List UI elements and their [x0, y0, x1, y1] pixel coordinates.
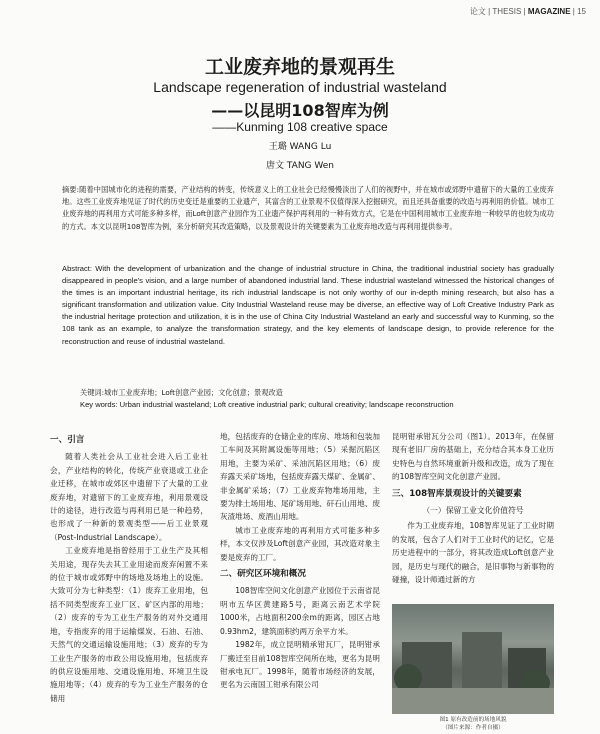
author-wang: 王璐 WANG Lu — [268, 142, 332, 152]
caption-line-1: 图1 原有改造前的场地风貌 — [439, 717, 507, 723]
keywords-chinese: 关键词:城市工业废弃地；Loft创意产业园；文化创意；景观改造 — [80, 388, 283, 397]
header-magazine: MAGAZINE — [527, 7, 571, 16]
paragraph: 昆明钳承钳瓦分公司（图1）。2013年，在保留现有老旧厂房的基础上，充分结合其本身工业历史特色与自然环境重新升级和改造，成为了现在的108智库空间文化创意产业园。 — [392, 432, 554, 482]
paragraph: 随着人类社会从工业社会进入后工业社会，产业结构的转化，传统产业衰退或工业企业迁移，在城市或郊区中遗留下了大量的工业废弃地，对遗留下的工业废弃地，利用景观设计的途径，进行改造与再利用已是一种趋势，也形成了一种新的景观类型——后工业景观（Post-Industrial Landscape）。 — [50, 452, 208, 542]
paragraph: 工业废弃地是指曾经用于工业生产及其相关用途，现存失去其工业用途而废弃闲置不来的位于城市或郊野中的场地及场地上的设施。大致可分为七种类型：（1）废弃工业用地，包括不同类型废弃工业厂区、矿区内部的用地；（2）废弃的专为工业生产服务的对外交通用地，专指废弃的用于运输煤炭、石油、石油、天然气的交通运输设施用地；（3）废弃的专为工业生产服务的市政公用设施用地，包括废弃的供应设施用地、交通设施用地、环境卫生设施用地等；（4）废弃的专为工业生产服务的仓储用 — [50, 546, 208, 703]
header-thesis: THESIS — [492, 7, 522, 16]
abstract-english: Abstract: With the development of urbanization and the change of industrial structure in China, the traditional industrial society has gradually disappeared in people's vision, and a large number of abandoned industrial land. These industrial wasteland witnessed the historical changes of the times is an important industrial heritage, its rich industrial landscape is not only worthy of our in-depth mining research, but also has a significant transformation and utilization value. City Industrial Wasteland reuse may be diverse, an effective way of Loft Creative Industry Park as the industrial heritage protection and utilization, it is in the use of China City Industrial Wasteland an early and successful way to Kunming, so the 108 tank as an example, to analyze the transformation strategy, and the key elements of landscape design, to provide reference for the reconstruction and reuse of industrial wasteland. — [62, 264, 554, 346]
figure-1-photo — [392, 604, 554, 714]
title-english: Landscape regeneration of industrial wasteland — [153, 79, 447, 95]
caption-line-2: （图片来源：作者自摄） — [442, 725, 504, 731]
figure-caption — [392, 716, 554, 732]
paragraph: 作为工业废弃地，108智库见证了工业时期的发展，包含了人们对于工业时代的记忆，它是历史进程中的一部分，将其改造成Loft创意产业园，是历史与现代的融合，是旧事物与新事物的碰撞，设计师通过新的方 — [392, 521, 554, 585]
section-heading-intro: 一、引言 — [50, 435, 85, 445]
body-column-3 — [392, 430, 554, 602]
paragraph: 1982年，成立昆明精承钳瓦厂，昆明钳承厂搬迁至目前108智库空间所在地，更名为昆明钳承电瓦厂。1998年，随着市场经济的发展，更名为云南国工钳承有限公司 — [220, 640, 380, 690]
subsection-heading: （一）保留工业文化价值符号 — [422, 506, 524, 516]
body-column-1 — [50, 430, 208, 730]
abstract-chinese: 摘要:随着中国城市化的进程的需要，产业结构的转变，传统意义上的工业社会已经慢慢淡出了人们的视野中，并在城市或郊野中遗留下的大量的工业废弃地。这些工业废弃地见证了时代的历史变迁是重要的工业遗产，其富含的工业景观不仅值得深入挖掘研究，而且还具备重要的改造与再利用的价值。城市工业废弃地的再利用方式可能多种多样，而Loft创意产业园作为工业遗产保护再利用的一种有效方式，它是在中国利用城市工业废弃地一种较早的也较为成功的方式。本文以昆明108智库为例，来分析研究其改造策略，以及景观设计的关键要素为工业废弃地改造与再利用提供参考。 — [62, 185, 554, 231]
subtitle-chinese: ——以昆明108智库为例 — [211, 101, 389, 120]
paragraph: 108智库空间文化创意产业园位于云南省昆明市五华区黄建路5号，距离云南艺术学院1000米，占地面积200余m的距离，园区占地0.93hm2，建筑面积约两万余平方米。 — [220, 586, 380, 636]
paragraph: 地，包括废弃的仓储企业的库房、堆场和包装加工车间及其附属设施等用地；（5）采掘沉陷区用地，主要为采矿、采油沉陷区用地；（6）废弃露天采矿场地，包括废弃露天煤矿、金属矿、非金属矿采场；（7）工业废弃物堆场用地，主要为排土场用地、尾矿场用地、矸石山用地、废灰渣堆场、废酒山用地。 — [220, 432, 380, 522]
page-header: 论文 | THESIS | MAGAZINE | 15 — [469, 7, 586, 16]
paragraph: 城市工业废弃地的再利用方式可能多种多样，本文仅涉及Loft创意产业园，其改造对象主要是废弃的工厂。 — [220, 525, 380, 562]
title-chinese: 工业废弃地的景观再生 — [204, 56, 395, 78]
body-column-2 — [220, 430, 380, 730]
building-shape — [462, 632, 502, 690]
author-tang: 唐文 TANG Wen — [266, 161, 334, 171]
keywords-english: Key words: Urban industrial wasteland; Loft creative industrial park; cultural creativity; landscape reconstruction — [80, 400, 454, 409]
header-section: 论文 — [469, 7, 486, 16]
section-heading-study-area: 二、研究区环境和概况 — [220, 569, 306, 580]
section-heading-key-elements: 三、108智库景观设计的关键要素 — [392, 488, 522, 499]
ground-shape — [392, 688, 554, 714]
header-page-number: 15 — [577, 7, 586, 16]
subtitle-english: ——Kunming 108 creative space — [212, 120, 388, 134]
